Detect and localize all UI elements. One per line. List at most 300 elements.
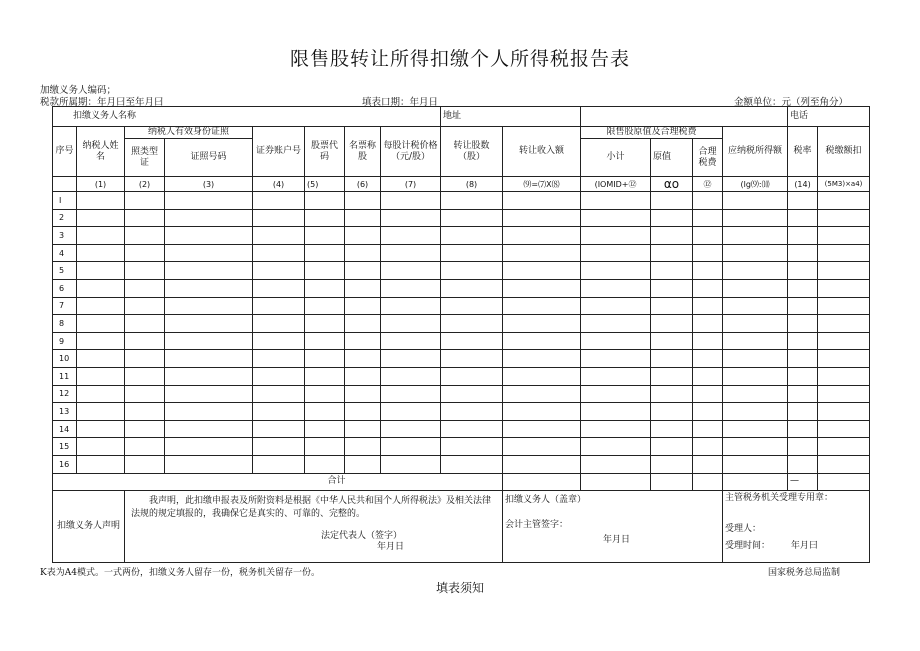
table-cell[interactable]	[503, 420, 581, 438]
table-cell[interactable]	[693, 420, 723, 438]
table-cell[interactable]	[165, 332, 253, 350]
table-cell[interactable]	[305, 279, 345, 297]
table-cell[interactable]	[345, 420, 381, 438]
table-cell[interactable]	[345, 403, 381, 421]
table-cell[interactable]	[305, 297, 345, 315]
table-cell[interactable]	[165, 297, 253, 315]
table-cell[interactable]	[305, 192, 345, 210]
table-cell[interactable]	[345, 227, 381, 245]
table-cell[interactable]	[381, 420, 441, 438]
table-row	[53, 297, 870, 315]
table-cell[interactable]	[818, 332, 870, 350]
table-cell[interactable]	[651, 420, 693, 438]
row-number: 9	[53, 332, 77, 350]
table-cell[interactable]	[818, 438, 870, 456]
table-cell[interactable]	[581, 367, 651, 385]
table-cell[interactable]	[345, 244, 381, 262]
table-cell[interactable]	[693, 192, 723, 210]
total-cell[interactable]	[503, 473, 581, 490]
table-cell[interactable]	[441, 438, 503, 456]
col-number-blank	[53, 177, 77, 192]
table-cell[interactable]	[125, 367, 165, 385]
table-cell[interactable]	[503, 262, 581, 280]
table-cell[interactable]	[381, 350, 441, 368]
seal-cell	[503, 490, 723, 562]
table-cell[interactable]	[693, 227, 723, 245]
table-cell[interactable]	[818, 209, 870, 227]
table-cell[interactable]	[503, 385, 581, 403]
table-cell[interactable]	[723, 315, 788, 333]
table-cell[interactable]	[693, 350, 723, 368]
tax-period-label: 税款所属期：年月曰至年月曰	[40, 97, 164, 108]
table-row	[53, 385, 870, 403]
table-cell[interactable]	[305, 438, 345, 456]
table-cell[interactable]	[441, 403, 503, 421]
table-cell[interactable]	[381, 455, 441, 473]
table-cell[interactable]	[503, 438, 581, 456]
table-cell[interactable]	[581, 420, 651, 438]
table-cell[interactable]	[253, 438, 305, 456]
table-cell[interactable]	[77, 385, 125, 403]
declaration-cell	[125, 490, 503, 562]
table-cell[interactable]	[581, 244, 651, 262]
table-cell[interactable]	[723, 262, 788, 280]
table-cell[interactable]	[581, 350, 651, 368]
col-number: (3)	[165, 177, 253, 192]
table-cell[interactable]	[581, 192, 651, 210]
table-cell[interactable]	[305, 420, 345, 438]
receive-time-label	[725, 541, 867, 552]
row-number: 7	[53, 297, 77, 315]
table-cell[interactable]	[381, 227, 441, 245]
table-cell[interactable]	[581, 262, 651, 280]
table-cell[interactable]	[441, 192, 503, 210]
footer-issuer: 国家税务总局监制	[768, 568, 841, 578]
table-cell[interactable]	[441, 227, 503, 245]
table-cell[interactable]	[165, 262, 253, 280]
table-cell[interactable]	[165, 227, 253, 245]
table-cell[interactable]	[693, 332, 723, 350]
row-number: 10	[53, 350, 77, 368]
table-cell[interactable]	[503, 297, 581, 315]
table-cell[interactable]	[441, 244, 503, 262]
table-cell[interactable]	[253, 297, 305, 315]
table-cell[interactable]	[77, 209, 125, 227]
table-cell[interactable]	[125, 455, 165, 473]
table-cell[interactable]	[651, 385, 693, 403]
table-cell[interactable]	[345, 297, 381, 315]
table-cell[interactable]	[441, 315, 503, 333]
table-cell[interactable]	[503, 403, 581, 421]
table-cell[interactable]	[305, 455, 345, 473]
table-cell[interactable]	[345, 438, 381, 456]
table-cell[interactable]	[788, 227, 818, 245]
table-cell[interactable]	[723, 279, 788, 297]
table-cell[interactable]	[77, 227, 125, 245]
table-cell[interactable]	[253, 420, 305, 438]
table-cell[interactable]	[581, 455, 651, 473]
table-cell[interactable]	[651, 350, 693, 368]
table-cell[interactable]	[651, 455, 693, 473]
table-cell[interactable]	[305, 262, 345, 280]
col-number: (6)	[345, 177, 381, 192]
table-cell[interactable]	[818, 297, 870, 315]
table-cell[interactable]	[441, 297, 503, 315]
table-cell[interactable]	[381, 262, 441, 280]
table-cell[interactable]	[381, 192, 441, 210]
table-cell[interactable]	[77, 438, 125, 456]
table-cell[interactable]	[253, 350, 305, 368]
table-cell[interactable]	[818, 244, 870, 262]
table-cell[interactable]	[253, 455, 305, 473]
table-cell[interactable]	[77, 244, 125, 262]
total-label: 合计	[53, 473, 503, 490]
table-cell[interactable]	[503, 367, 581, 385]
col-number: ⑼=⑺X⑻	[503, 177, 581, 192]
table-cell[interactable]	[305, 332, 345, 350]
stock-code-header: 股票代码	[305, 127, 345, 177]
total-row	[53, 473, 870, 490]
table-cell[interactable]	[345, 279, 381, 297]
table-cell[interactable]	[818, 315, 870, 333]
total-cell[interactable]	[693, 473, 723, 490]
table-cell[interactable]	[381, 438, 441, 456]
row-number: 3	[53, 227, 77, 245]
table-cell[interactable]	[788, 315, 818, 333]
table-cell[interactable]	[125, 209, 165, 227]
table-cell[interactable]	[381, 385, 441, 403]
table-cell[interactable]	[818, 192, 870, 210]
table-cell[interactable]	[693, 385, 723, 403]
col-number: (1)	[77, 177, 125, 192]
table-cell[interactable]	[503, 209, 581, 227]
table-cell[interactable]	[503, 244, 581, 262]
fill-date-label: 填表口期：年月日	[362, 97, 439, 108]
total-cell[interactable]	[581, 473, 651, 490]
table-cell[interactable]	[305, 367, 345, 385]
table-cell[interactable]	[381, 403, 441, 421]
table-cell[interactable]	[788, 420, 818, 438]
table-cell[interactable]	[253, 209, 305, 227]
table-cell[interactable]	[305, 403, 345, 421]
table-cell[interactable]	[651, 403, 693, 421]
table-cell[interactable]	[381, 297, 441, 315]
table-cell[interactable]	[345, 315, 381, 333]
table-cell[interactable]	[381, 244, 441, 262]
table-cell[interactable]	[165, 279, 253, 297]
table-cell[interactable]	[381, 279, 441, 297]
table-cell[interactable]	[788, 244, 818, 262]
table-cell[interactable]	[723, 367, 788, 385]
table-row	[53, 455, 870, 473]
table-row	[53, 209, 870, 227]
row-number: 14	[53, 420, 77, 438]
table-cell[interactable]	[818, 420, 870, 438]
table-cell[interactable]	[253, 227, 305, 245]
table-cell[interactable]	[693, 262, 723, 280]
table-cell[interactable]	[253, 385, 305, 403]
table-cell[interactable]	[503, 350, 581, 368]
table-cell[interactable]	[651, 315, 693, 333]
table-cell[interactable]	[788, 455, 818, 473]
table-cell[interactable]	[723, 244, 788, 262]
table-cell[interactable]	[441, 262, 503, 280]
table-cell[interactable]	[125, 420, 165, 438]
rate-header: 税率	[788, 127, 818, 177]
table-cell[interactable]	[441, 385, 503, 403]
table-cell[interactable]	[345, 367, 381, 385]
table-cell[interactable]	[165, 315, 253, 333]
table-cell[interactable]	[345, 385, 381, 403]
table-cell[interactable]	[77, 297, 125, 315]
legal-rep-label: 法定代表人（签字）	[321, 530, 403, 541]
table-cell[interactable]	[693, 279, 723, 297]
table-cell[interactable]	[651, 209, 693, 227]
table-cell[interactable]	[77, 192, 125, 210]
table-cell[interactable]	[345, 455, 381, 473]
table-cell[interactable]	[723, 227, 788, 245]
table-cell[interactable]	[503, 192, 581, 210]
table-cell[interactable]	[818, 367, 870, 385]
table-cell[interactable]	[723, 209, 788, 227]
table-cell[interactable]	[651, 227, 693, 245]
table-cell[interactable]	[788, 367, 818, 385]
table-cell[interactable]	[723, 332, 788, 350]
table-cell[interactable]	[581, 403, 651, 421]
table-cell[interactable]	[77, 315, 125, 333]
table-cell[interactable]	[305, 244, 345, 262]
table-cell[interactable]	[651, 297, 693, 315]
table-row	[53, 227, 870, 245]
table-cell[interactable]	[441, 350, 503, 368]
table-cell[interactable]	[125, 385, 165, 403]
table-cell[interactable]	[77, 455, 125, 473]
table-cell[interactable]	[693, 438, 723, 456]
tax-price-header: 每股计税价格（元/股）	[381, 127, 441, 177]
table-cell[interactable]	[651, 244, 693, 262]
table-cell[interactable]	[651, 279, 693, 297]
table-cell[interactable]	[165, 455, 253, 473]
table-cell[interactable]	[77, 262, 125, 280]
table-cell[interactable]	[125, 192, 165, 210]
table-cell[interactable]	[77, 350, 125, 368]
table-cell[interactable]	[77, 332, 125, 350]
table-cell[interactable]	[581, 227, 651, 245]
table-cell[interactable]	[125, 227, 165, 245]
table-cell[interactable]	[345, 332, 381, 350]
table-cell[interactable]	[788, 209, 818, 227]
table-cell[interactable]	[441, 455, 503, 473]
table-cell[interactable]	[723, 420, 788, 438]
table-cell[interactable]	[165, 209, 253, 227]
table-cell[interactable]	[723, 385, 788, 403]
table-cell[interactable]	[651, 262, 693, 280]
table-cell[interactable]	[125, 279, 165, 297]
row-number: 11	[53, 367, 77, 385]
table-cell[interactable]	[253, 244, 305, 262]
table-cell[interactable]	[723, 455, 788, 473]
table-cell[interactable]	[125, 438, 165, 456]
address-field[interactable]	[581, 107, 788, 127]
table-cell[interactable]	[788, 262, 818, 280]
cost-group-header: 限售股原值及合理税费	[581, 127, 723, 139]
table-cell[interactable]	[503, 315, 581, 333]
table-cell[interactable]	[581, 209, 651, 227]
shares-header: 转让股数（股）	[441, 127, 503, 177]
table-cell[interactable]	[381, 367, 441, 385]
table-cell[interactable]	[305, 315, 345, 333]
table-cell[interactable]	[253, 279, 305, 297]
table-cell[interactable]	[651, 438, 693, 456]
col-number: αo	[651, 177, 693, 192]
table-cell[interactable]	[441, 279, 503, 297]
table-cell[interactable]	[165, 420, 253, 438]
table-cell[interactable]	[693, 315, 723, 333]
table-cell[interactable]	[253, 403, 305, 421]
table-cell[interactable]	[693, 455, 723, 473]
table-cell[interactable]	[381, 209, 441, 227]
table-cell[interactable]	[125, 262, 165, 280]
table-cell[interactable]	[165, 367, 253, 385]
table-cell[interactable]	[503, 227, 581, 245]
table-cell[interactable]	[165, 403, 253, 421]
table-cell[interactable]	[788, 279, 818, 297]
table-cell[interactable]	[693, 244, 723, 262]
table-cell[interactable]	[503, 279, 581, 297]
table-cell[interactable]	[165, 385, 253, 403]
table-cell[interactable]	[723, 438, 788, 456]
table-cell[interactable]	[818, 403, 870, 421]
table-cell[interactable]	[125, 403, 165, 421]
table-cell[interactable]	[253, 315, 305, 333]
table-cell[interactable]	[77, 420, 125, 438]
table-cell[interactable]	[581, 438, 651, 456]
table-cell[interactable]	[77, 367, 125, 385]
table-cell[interactable]	[818, 279, 870, 297]
table-cell[interactable]	[345, 350, 381, 368]
taxpayer-name-header: 纳税人姓名	[77, 127, 125, 177]
col-number: (4)	[253, 177, 305, 192]
table-cell[interactable]	[441, 209, 503, 227]
tax-office-label: 主管税务机关受理专用章：	[725, 492, 834, 503]
table-cell[interactable]	[165, 350, 253, 368]
phone-label: 电话	[788, 107, 870, 127]
declaration-text: 我声明，此扣缴申报表及所附资料是根据《中华人民共和国个人所得税法》及相关法律法规的规定填报的，我确保它是真实的、可靠的、完整的。	[131, 495, 492, 519]
table-cell[interactable]	[441, 420, 503, 438]
table-cell[interactable]	[345, 262, 381, 280]
total-cell[interactable]	[723, 473, 788, 490]
table-cell[interactable]	[581, 297, 651, 315]
table-cell[interactable]	[253, 192, 305, 210]
table-cell[interactable]	[818, 455, 870, 473]
table-cell[interactable]	[818, 350, 870, 368]
date-label: 年月日	[603, 534, 631, 545]
table-cell[interactable]	[253, 367, 305, 385]
table-cell[interactable]	[788, 297, 818, 315]
table-cell[interactable]	[441, 367, 503, 385]
table-cell[interactable]	[693, 209, 723, 227]
table-cell[interactable]	[345, 192, 381, 210]
table-cell[interactable]	[723, 403, 788, 421]
table-cell[interactable]	[723, 350, 788, 368]
table-cell[interactable]	[788, 332, 818, 350]
table-cell[interactable]	[305, 350, 345, 368]
table-cell[interactable]	[165, 438, 253, 456]
table-cell[interactable]	[723, 192, 788, 210]
total-dash: —	[788, 473, 818, 490]
declaration-row	[53, 490, 870, 562]
table-cell[interactable]	[441, 332, 503, 350]
table-cell[interactable]	[77, 279, 125, 297]
table-cell[interactable]	[77, 403, 125, 421]
table-row	[53, 367, 870, 385]
col-number: (8)	[441, 177, 503, 192]
table-cell[interactable]	[581, 279, 651, 297]
date-label: 年月曰	[790, 540, 818, 551]
table-cell[interactable]	[345, 209, 381, 227]
table-cell[interactable]	[125, 297, 165, 315]
table-cell[interactable]	[693, 297, 723, 315]
table-cell[interactable]	[788, 438, 818, 456]
table-cell[interactable]	[305, 385, 345, 403]
table-cell[interactable]	[651, 332, 693, 350]
table-cell[interactable]	[503, 455, 581, 473]
table-cell[interactable]	[788, 403, 818, 421]
table-cell[interactable]	[818, 262, 870, 280]
id-group-header: 纳税人有效身份证照	[125, 127, 253, 139]
withheld-tax-header: 税缴额扣	[818, 127, 870, 177]
table-cell[interactable]	[788, 350, 818, 368]
table-cell[interactable]	[125, 350, 165, 368]
table-cell[interactable]	[305, 209, 345, 227]
table-row	[53, 279, 870, 297]
table-cell[interactable]	[125, 244, 165, 262]
subtotal-header: 小计	[581, 139, 651, 177]
table-cell[interactable]	[125, 315, 165, 333]
table-cell[interactable]	[818, 385, 870, 403]
table-cell[interactable]	[581, 332, 651, 350]
table-cell[interactable]	[723, 297, 788, 315]
table-cell[interactable]	[788, 385, 818, 403]
table-cell[interactable]	[125, 332, 165, 350]
table-cell[interactable]	[253, 332, 305, 350]
table-cell[interactable]	[693, 403, 723, 421]
table-cell[interactable]	[818, 227, 870, 245]
table-cell[interactable]	[693, 367, 723, 385]
row-number: 16	[53, 455, 77, 473]
total-cell[interactable]	[651, 473, 693, 490]
table-cell[interactable]	[381, 315, 441, 333]
table-cell[interactable]	[503, 332, 581, 350]
table-cell[interactable]	[788, 192, 818, 210]
col-number: (lg⑼:⑽	[723, 177, 788, 192]
table-row	[53, 262, 870, 280]
table-cell[interactable]	[253, 262, 305, 280]
table-cell[interactable]	[165, 192, 253, 210]
table-cell[interactable]	[651, 192, 693, 210]
table-cell[interactable]	[381, 332, 441, 350]
declaration-label: 扣缴义务人声明	[53, 490, 125, 562]
table-cell[interactable]	[581, 315, 651, 333]
table-cell[interactable]	[581, 385, 651, 403]
table-cell[interactable]	[651, 367, 693, 385]
table-row	[53, 438, 870, 456]
table-cell[interactable]	[165, 244, 253, 262]
tax-report-table	[52, 106, 870, 563]
table-cell[interactable]	[305, 227, 345, 245]
instructions-heading: 填表须知	[435, 581, 484, 595]
total-cell[interactable]	[818, 473, 870, 490]
